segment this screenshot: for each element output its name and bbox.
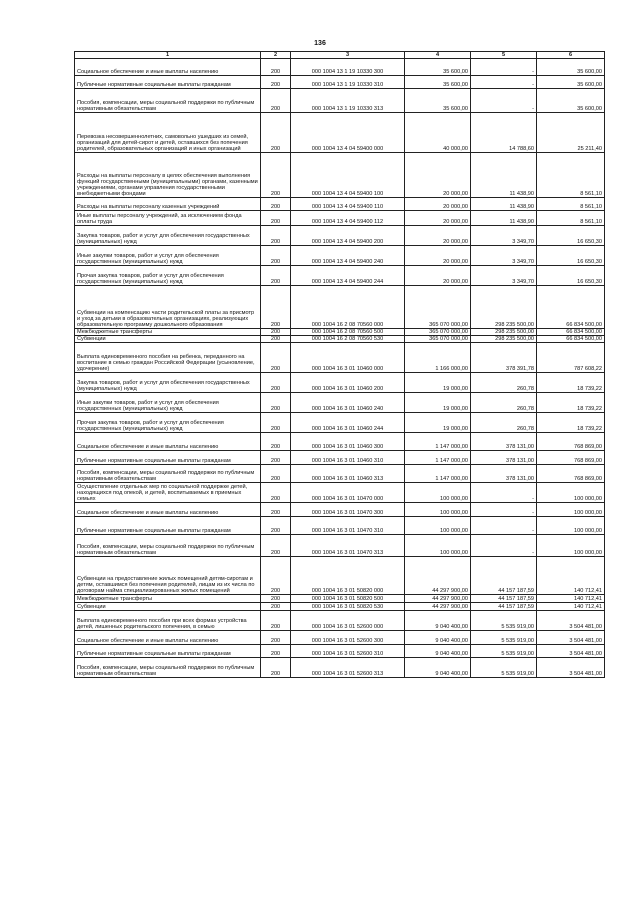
table-row (75, 286, 605, 329)
executed-cell: 378 131,00 (471, 433, 537, 451)
budget-code-cell: 000 1004 13 1 19 10330 310 (291, 76, 405, 89)
unexecuted-cell: 100 000,00 (537, 483, 605, 503)
executed-cell: - (471, 503, 537, 517)
approved-cell: 1 147 000,00 (405, 451, 471, 465)
executed-cell: 260,78 (471, 413, 537, 433)
unexecuted-cell: 140 712,41 (537, 595, 605, 603)
line-code-cell: 200 (261, 59, 291, 76)
executed-cell: 11 438,90 (471, 211, 537, 226)
budget-code-cell: 000 1004 16 3 01 10470 300 (291, 503, 405, 517)
executed-cell: - (471, 517, 537, 535)
table-row (75, 246, 605, 266)
table-row (75, 603, 605, 611)
unexecuted-cell: 768 869,00 (537, 433, 605, 451)
line-code-cell: 200 (261, 611, 291, 631)
approved-cell: 9 040 400,00 (405, 611, 471, 631)
line-code-cell: 200 (261, 483, 291, 503)
line-code-cell: 200 (261, 535, 291, 557)
approved-cell: 44 297 900,00 (405, 603, 471, 611)
table-row (75, 211, 605, 226)
description-cell: Иные закупки товаров, работ и услуг для обеспечения государственных (муниципальных) нужд (75, 393, 261, 413)
description-cell: Расходы на выплаты персоналу в целях обеспечения выполнения функций государственными (муниципальными) органами, казенными учреждениями, органами управления государственными внебюджетными фондами (75, 153, 261, 198)
executed-cell: 14 788,60 (471, 113, 537, 153)
line-code-cell: 200 (261, 153, 291, 198)
unexecuted-cell: 3 504 481,00 (537, 611, 605, 631)
budget-code-cell: 000 1004 16 3 01 10460 000 (291, 343, 405, 373)
table-row (75, 645, 605, 658)
unexecuted-cell: 768 869,00 (537, 451, 605, 465)
line-code-cell: 200 (261, 373, 291, 393)
description-cell: Иные закупки товаров, работ и услуг для обеспечения государственных (муниципальных) нужд (75, 246, 261, 266)
executed-cell: 298 235 500,00 (471, 336, 537, 343)
description-cell: Субвенции на предоставление жилых помещений детям-сиротам и детям, оставшимся без попечения родителей, лицам из их числа по договорам найма специализированных жилых помещений (75, 557, 261, 595)
line-code-cell: 200 (261, 226, 291, 246)
unexecuted-cell: 787 608,22 (537, 343, 605, 373)
line-code-cell: 200 (261, 603, 291, 611)
approved-cell: 9 040 400,00 (405, 658, 471, 678)
unexecuted-cell: 35 600,00 (537, 89, 605, 113)
table-row (75, 198, 605, 211)
line-code-cell: 200 (261, 451, 291, 465)
unexecuted-cell: 100 000,00 (537, 503, 605, 517)
line-code-cell: 200 (261, 211, 291, 226)
budget-code-cell: 000 1004 16 3 01 50820 500 (291, 595, 405, 603)
line-code-cell: 200 (261, 645, 291, 658)
description-cell: Пособия, компенсации, меры социальной поддержки по публичным нормативным обязательствам (75, 535, 261, 557)
executed-cell: 3 349,70 (471, 246, 537, 266)
budget-code-cell: 000 1004 16 3 01 10460 310 (291, 451, 405, 465)
description-cell: Перевозка несовершеннолетних, самовольно ушедших из семей, организаций для детей-сирот и детей, оставшихся без попечения родителей, образовательных организаций и иных организаций (75, 113, 261, 153)
budget-code-cell: 000 1004 16 3 01 10470 310 (291, 517, 405, 535)
budget-code-cell: 000 1004 16 3 01 50820 530 (291, 603, 405, 611)
executed-cell: 11 438,90 (471, 153, 537, 198)
approved-cell: 35 600,00 (405, 89, 471, 113)
table-row (75, 59, 605, 76)
description-cell: Социальное обеспечение и иные выплаты населению (75, 59, 261, 76)
header-cell-2: 2 (261, 52, 291, 59)
approved-cell: 1 147 000,00 (405, 465, 471, 483)
approved-cell: 44 297 900,00 (405, 595, 471, 603)
line-code-cell: 200 (261, 336, 291, 343)
executed-cell: 3 349,70 (471, 266, 537, 286)
line-code-cell: 200 (261, 343, 291, 373)
budget-code-cell: 000 1004 16 3 01 52600 000 (291, 611, 405, 631)
table-row (75, 89, 605, 113)
budget-code-cell: 000 1004 13 1 19 10330 300 (291, 59, 405, 76)
approved-cell: 20 000,00 (405, 226, 471, 246)
budget-code-cell: 000 1004 13 1 19 10330 313 (291, 89, 405, 113)
budget-code-cell: 000 1004 16 3 01 10460 244 (291, 413, 405, 433)
approved-cell: 1 166 000,00 (405, 343, 471, 373)
line-code-cell: 200 (261, 198, 291, 211)
line-code-cell: 200 (261, 246, 291, 266)
budget-code-cell: 000 1004 13 4 04 59400 000 (291, 113, 405, 153)
approved-cell: 9 040 400,00 (405, 631, 471, 645)
executed-cell: 260,78 (471, 373, 537, 393)
description-cell: Публичные нормативные социальные выплаты гражданам (75, 645, 261, 658)
table-row (75, 373, 605, 393)
budget-code-cell: 000 1004 16 3 01 50820 000 (291, 557, 405, 595)
approved-cell: 20 000,00 (405, 198, 471, 211)
header-row (75, 52, 605, 59)
budget-code-cell: 000 1004 13 4 04 59400 100 (291, 153, 405, 198)
unexecuted-cell: 140 712,41 (537, 557, 605, 595)
budget-code-cell: 000 1004 13 4 04 59400 244 (291, 266, 405, 286)
executed-cell: 44 157 187,59 (471, 557, 537, 595)
approved-cell: 100 000,00 (405, 483, 471, 503)
budget-code-cell: 000 1004 16 3 01 52600 310 (291, 645, 405, 658)
executed-cell: 298 235 500,00 (471, 286, 537, 329)
unexecuted-cell: 8 561,10 (537, 198, 605, 211)
header-cell-4: 4 (405, 52, 471, 59)
table-row (75, 517, 605, 535)
table-row (75, 503, 605, 517)
executed-cell: 44 157 187,59 (471, 603, 537, 611)
unexecuted-cell: 18 739,22 (537, 373, 605, 393)
description-cell: Публичные нормативные социальные выплаты гражданам (75, 451, 261, 465)
budget-code-cell: 000 1004 16 3 01 52600 313 (291, 658, 405, 678)
description-cell: Межбюджетные трансферты (75, 595, 261, 603)
description-cell: Расходы на выплаты персоналу казенных учреждений (75, 198, 261, 211)
description-cell: Иные выплаты персоналу учреждений, за исключением фонда оплаты труда (75, 211, 261, 226)
executed-cell: 298 235 500,00 (471, 329, 537, 336)
budget-code-cell: 000 1004 16 3 01 52600 300 (291, 631, 405, 645)
line-code-cell: 200 (261, 658, 291, 678)
description-cell: Прочая закупка товаров, работ и услуг для обеспечения государственных (муниципальных) нужд (75, 413, 261, 433)
table-row (75, 557, 605, 595)
budget-code-cell: 000 1004 16 3 01 10470 313 (291, 535, 405, 557)
approved-cell: 365 070 000,00 (405, 329, 471, 336)
header-cell-3: 3 (291, 52, 405, 59)
approved-cell: 20 000,00 (405, 266, 471, 286)
line-code-cell: 200 (261, 266, 291, 286)
unexecuted-cell: 25 211,40 (537, 113, 605, 153)
executed-cell: 5 535 919,00 (471, 611, 537, 631)
unexecuted-cell: 35 600,00 (537, 76, 605, 89)
line-code-cell: 200 (261, 517, 291, 535)
unexecuted-cell: 66 834 500,00 (537, 286, 605, 329)
approved-cell: 19 000,00 (405, 393, 471, 413)
budget-code-cell: 000 1004 16 3 01 10460 313 (291, 465, 405, 483)
header-cell-6: 6 (537, 52, 605, 59)
budget-code-cell: 000 1004 16 2 08 70560 500 (291, 329, 405, 336)
table-row (75, 535, 605, 557)
executed-cell: 5 535 919,00 (471, 631, 537, 645)
executed-cell: 3 349,70 (471, 226, 537, 246)
approved-cell: 100 000,00 (405, 503, 471, 517)
budget-table (74, 51, 605, 678)
table-row (75, 76, 605, 89)
executed-cell: 5 535 919,00 (471, 658, 537, 678)
line-code-cell: 200 (261, 503, 291, 517)
executed-cell: - (471, 483, 537, 503)
description-cell: Субвенции на компенсацию части родительской платы за присмотр и уход за детьми в образовательных организациях, реализующих образовательную программу дошкольного образования (75, 286, 261, 329)
budget-code-cell: 000 1004 16 2 08 70560 530 (291, 336, 405, 343)
header-cell-5: 5 (471, 52, 537, 59)
budget-code-cell: 000 1004 16 3 01 10460 240 (291, 393, 405, 413)
approved-cell: 35 600,00 (405, 59, 471, 76)
line-code-cell: 200 (261, 631, 291, 645)
budget-code-cell: 000 1004 16 3 01 10460 200 (291, 373, 405, 393)
budget-code-cell: 000 1004 16 3 01 10460 300 (291, 433, 405, 451)
unexecuted-cell: 8 561,10 (537, 153, 605, 198)
approved-cell: 100 000,00 (405, 517, 471, 535)
executed-cell: 44 157 187,59 (471, 595, 537, 603)
description-cell: Публичные нормативные социальные выплаты гражданам (75, 517, 261, 535)
budget-code-cell: 000 1004 13 4 04 59400 240 (291, 246, 405, 266)
budget-code-cell: 000 1004 16 3 01 10470 000 (291, 483, 405, 503)
line-code-cell: 200 (261, 413, 291, 433)
unexecuted-cell: 768 869,00 (537, 465, 605, 483)
unexecuted-cell: 35 600,00 (537, 59, 605, 76)
description-cell: Субвенции (75, 336, 261, 343)
approved-cell: 9 040 400,00 (405, 645, 471, 658)
table-row (75, 113, 605, 153)
line-code-cell: 200 (261, 89, 291, 113)
description-cell: Выплата единовременного пособия на ребенка, переданного на воспитание в семью граждан Российской Федерации (усыновление, удочерение) (75, 343, 261, 373)
page-number: 136 (314, 40, 326, 47)
approved-cell: 44 297 900,00 (405, 557, 471, 595)
executed-cell: 378 131,00 (471, 465, 537, 483)
executed-cell: - (471, 535, 537, 557)
table-row (75, 465, 605, 483)
approved-cell: 20 000,00 (405, 246, 471, 266)
table-row (75, 393, 605, 413)
table-row (75, 451, 605, 465)
description-cell: Пособия, компенсации, меры социальной поддержки по публичным нормативным обязательствам (75, 89, 261, 113)
description-cell: Социальное обеспечение и иные выплаты населению (75, 631, 261, 645)
executed-cell: 260,78 (471, 393, 537, 413)
line-code-cell: 200 (261, 286, 291, 329)
line-code-cell: 200 (261, 76, 291, 89)
unexecuted-cell: 66 834 500,00 (537, 336, 605, 343)
table-row (75, 595, 605, 603)
table-row (75, 433, 605, 451)
table-row (75, 658, 605, 678)
unexecuted-cell: 3 504 481,00 (537, 645, 605, 658)
approved-cell: 100 000,00 (405, 535, 471, 557)
approved-cell: 365 070 000,00 (405, 286, 471, 329)
table-row (75, 631, 605, 645)
line-code-cell: 200 (261, 557, 291, 595)
executed-cell: - (471, 76, 537, 89)
unexecuted-cell: 18 739,22 (537, 393, 605, 413)
description-cell: Закупка товаров, работ и услуг для обеспечения государственных (муниципальных) нужд (75, 373, 261, 393)
executed-cell: 378 131,00 (471, 451, 537, 465)
executed-cell: 11 438,90 (471, 198, 537, 211)
line-code-cell: 200 (261, 465, 291, 483)
executed-cell: - (471, 89, 537, 113)
approved-cell: 19 000,00 (405, 373, 471, 393)
executed-cell: 378 391,78 (471, 343, 537, 373)
table-row (75, 153, 605, 198)
unexecuted-cell: 66 834 500,00 (537, 329, 605, 336)
unexecuted-cell: 3 504 481,00 (537, 658, 605, 678)
approved-cell: 365 070 000,00 (405, 336, 471, 343)
line-code-cell: 200 (261, 393, 291, 413)
budget-code-cell: 000 1004 13 4 04 59400 110 (291, 198, 405, 211)
description-cell: Осуществление отдельных мер по социальной поддержке детей, находящихся под опекой, и детей, воспитываемых в приемных семьях (75, 483, 261, 503)
approved-cell: 35 600,00 (405, 76, 471, 89)
line-code-cell: 200 (261, 595, 291, 603)
executed-cell: 5 535 919,00 (471, 645, 537, 658)
unexecuted-cell: 8 561,10 (537, 211, 605, 226)
unexecuted-cell: 16 650,30 (537, 226, 605, 246)
description-cell: Прочая закупка товаров, работ и услуг для обеспечения государственных (муниципальных) нужд (75, 266, 261, 286)
approved-cell: 40 000,00 (405, 113, 471, 153)
description-cell: Публичные нормативные социальные выплаты гражданам (75, 76, 261, 89)
table-row (75, 343, 605, 373)
line-code-cell: 200 (261, 113, 291, 153)
table-row (75, 266, 605, 286)
unexecuted-cell: 140 712,41 (537, 603, 605, 611)
approved-cell: 1 147 000,00 (405, 433, 471, 451)
table-row (75, 329, 605, 336)
unexecuted-cell: 18 739,22 (537, 413, 605, 433)
line-code-cell: 200 (261, 433, 291, 451)
description-cell: Субвенции (75, 603, 261, 611)
description-cell: Закупка товаров, работ и услуг для обеспечения государственных (муниципальных) нужд (75, 226, 261, 246)
description-cell: Социальное обеспечение и иные выплаты населению (75, 433, 261, 451)
header-cell-1: 1 (75, 52, 261, 59)
approved-cell: 20 000,00 (405, 153, 471, 198)
unexecuted-cell: 100 000,00 (537, 517, 605, 535)
description-cell: Межбюджетные трансферты (75, 329, 261, 336)
budget-code-cell: 000 1004 16 2 08 70560 000 (291, 286, 405, 329)
description-cell: Пособия, компенсации, меры социальной поддержки по публичным нормативным обязательствам (75, 465, 261, 483)
approved-cell: 20 000,00 (405, 211, 471, 226)
description-cell: Пособия, компенсации, меры социальной поддержки по публичным нормативным обязательствам (75, 658, 261, 678)
description-cell: Социальное обеспечение и иные выплаты населению (75, 503, 261, 517)
table-row (75, 336, 605, 343)
unexecuted-cell: 100 000,00 (537, 535, 605, 557)
budget-code-cell: 000 1004 13 4 04 59400 200 (291, 226, 405, 246)
table-row (75, 413, 605, 433)
line-code-cell: 200 (261, 329, 291, 336)
approved-cell: 19 000,00 (405, 413, 471, 433)
table-row (75, 226, 605, 246)
unexecuted-cell: 3 504 481,00 (537, 631, 605, 645)
description-cell: Выплата единовременного пособия при всех формах устройства детей, лишенных родительского попечения, в семью (75, 611, 261, 631)
unexecuted-cell: 16 650,30 (537, 246, 605, 266)
budget-code-cell: 000 1004 13 4 04 59400 112 (291, 211, 405, 226)
table-row (75, 611, 605, 631)
table-row (75, 483, 605, 503)
executed-cell: - (471, 59, 537, 76)
unexecuted-cell: 16 650,30 (537, 266, 605, 286)
